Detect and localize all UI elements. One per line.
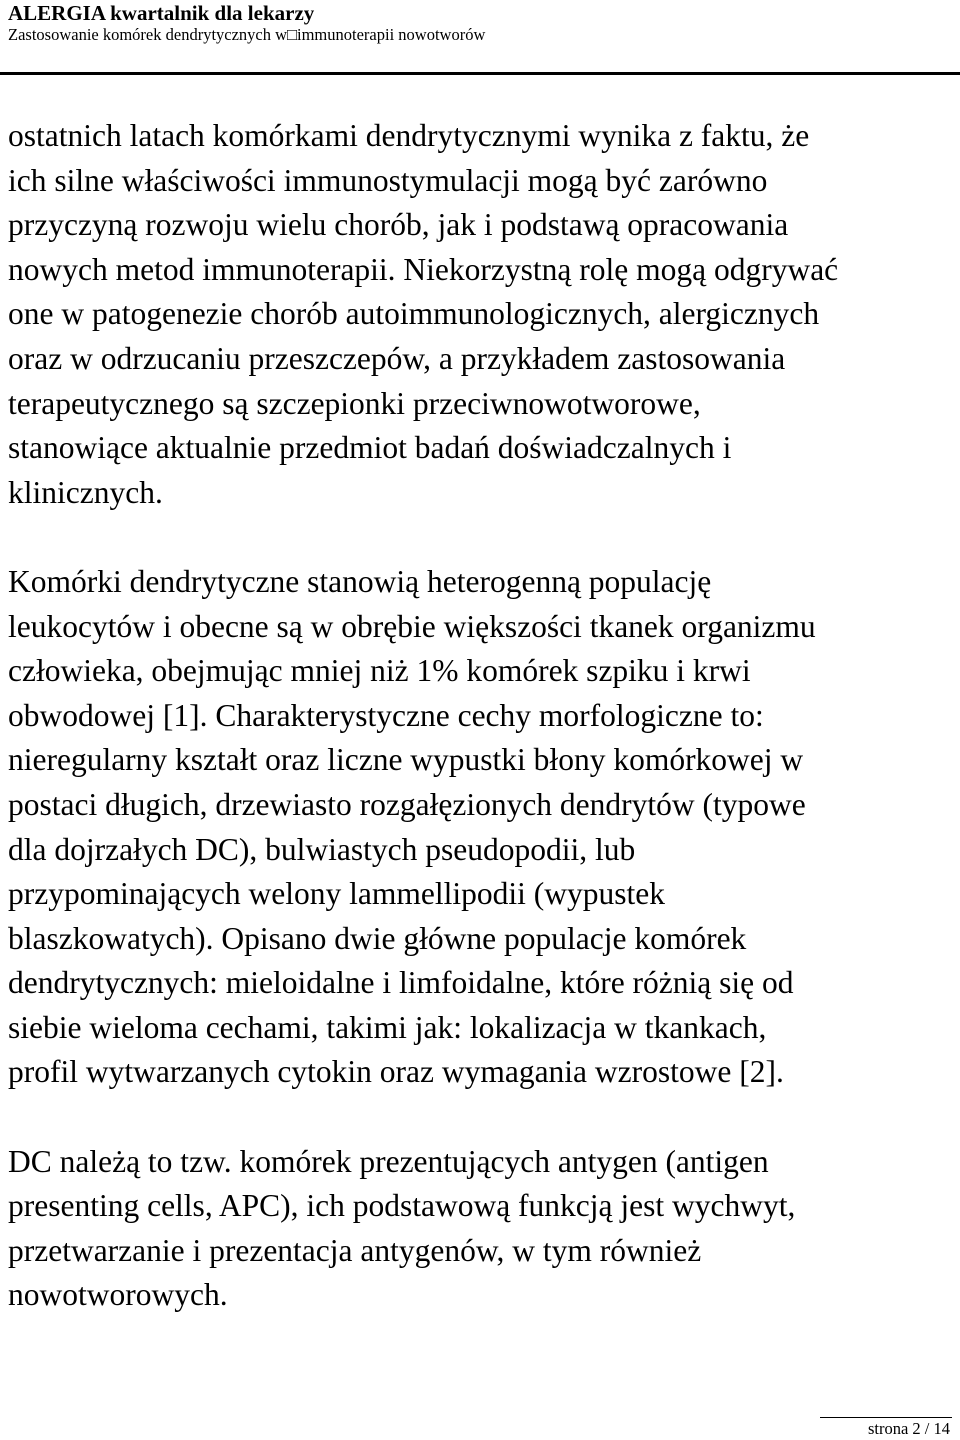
text-line: ich silne właściwości immunostymulacji mogą być zarówno (8, 162, 768, 198)
header-divider (0, 72, 960, 75)
page-number: strona 2 / 14 (867, 1419, 950, 1438)
text-line: nowych metod immunoterapii. Niekorzystną rolę mogą odgrywać (8, 251, 839, 287)
article-title: Zastosowanie komórek dendrytycznych w□immunoterapii nowotworów (8, 25, 486, 44)
text-line: profil wytwarzanych cytokin oraz wymagania wzrostowe [2]. (8, 1054, 784, 1090)
text-line: klinicznych. (8, 474, 163, 510)
page-header (8, 0, 952, 45)
text-line: DC należą to tzw. komórek prezentujących antygen (antigen (8, 1143, 769, 1179)
text-line: postaci długich, drzewiasto rozgałęzionych dendrytów (typowe (8, 786, 806, 822)
text-line: dla dojrzałych DC), bulwiastych pseudopodii, lub (8, 831, 636, 867)
text-line: one w patogenezie chorób autoimmunologicznych, alergicznych (8, 296, 820, 332)
text-line: obwodowej [1]. Charakterystyczne cechy morfologiczne to: (8, 697, 764, 733)
text-line: stanowiące aktualnie przedmiot badań doświadczalnych i (8, 430, 732, 466)
text-line: terapeutycznego są szczepionki przeciwnowotworowe, (8, 385, 701, 421)
text-line: leukocytów i obecne są w obrębie większości tkanek organizmu (8, 608, 816, 644)
text-line: człowieka, obejmując mniej niż 1% komórek szpiku i krwi (8, 653, 751, 689)
text-line: przetwarzanie i prezentacja antygenów, w tym również (8, 1232, 702, 1268)
text-line: przypominających welony lammellipodii (wypustek (8, 876, 665, 912)
text-line: nowotworowych. (8, 1277, 228, 1313)
paragraph-3 (8, 1140, 954, 1318)
text-line: presenting cells, APC), ich podstawową funkcją jest wychwyt, (8, 1188, 796, 1224)
text-line: blaszkowatych). Opisano dwie główne populacje komórek (8, 920, 747, 956)
text-line: nieregularny kształt oraz liczne wypustki błony komórkowej w (8, 742, 804, 778)
paragraph-2 (8, 560, 954, 1095)
text-line: oraz w odrzucaniu przeszczepów, a przykładem zastosowania (8, 340, 786, 376)
text-line: dendrytycznych: mieloidalne i limfoidalne, które różnią się od (8, 965, 794, 1001)
journal-title: ALERGIA kwartalnik dla lekarzy (8, 1, 315, 25)
text-line: ostatnich latach komórkami dendrytycznymi wynika z faktu, że (8, 118, 810, 153)
paragraph-1 (8, 114, 954, 515)
text-line: przyczyną rozwoju wielu chorób, jak i podstawą opracowania (8, 207, 789, 243)
article-body (8, 114, 954, 1318)
footer-divider (820, 1417, 952, 1418)
text-line: Komórki dendrytyczne stanowią heterogenną populację (8, 563, 712, 599)
text-line: siebie wieloma cechami, takimi jak: lokalizacja w tkankach, (8, 1009, 767, 1045)
